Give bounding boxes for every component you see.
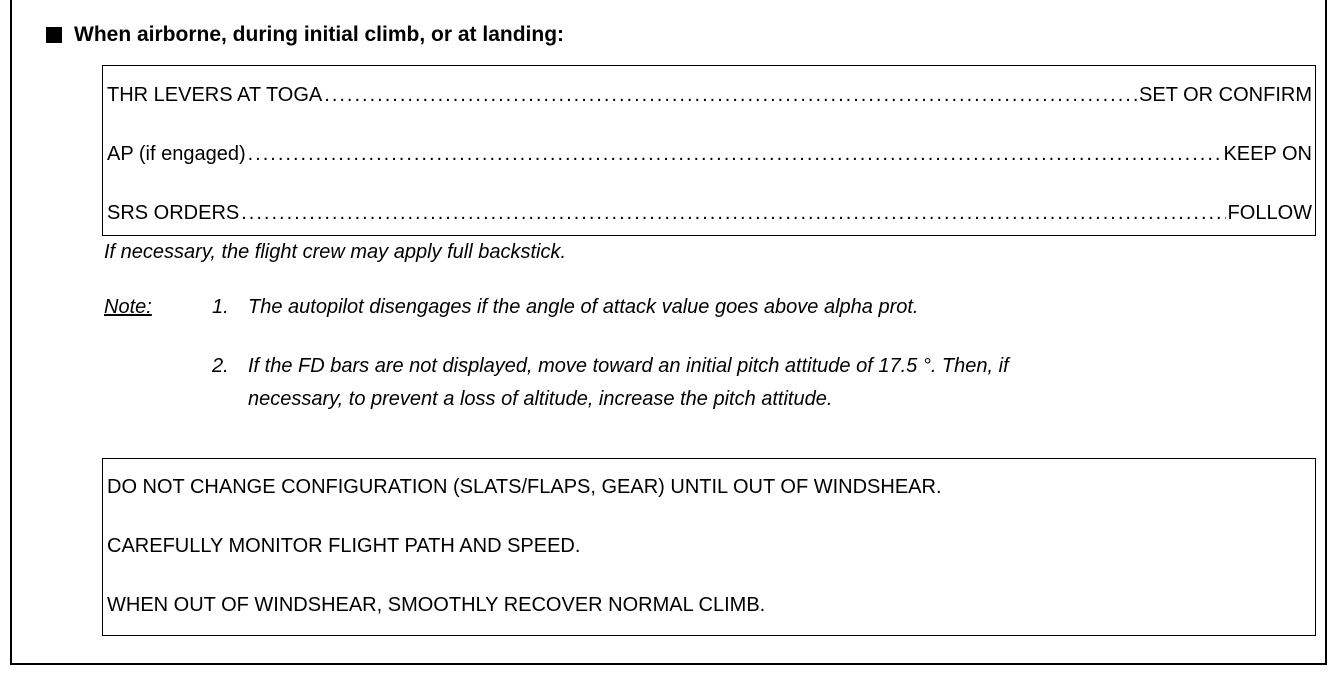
section-heading-text: When airborne, during initial climb, or at landing: — [74, 23, 565, 46]
action-item-action: FOLLOW — [1227, 202, 1312, 224]
caution-box — [102, 458, 1316, 636]
action-item-action: KEEP ON — [1223, 143, 1312, 165]
action-item-label: SRS ORDERS — [107, 202, 240, 224]
note-item-number: 2. — [212, 355, 229, 377]
leader-dots — [241, 202, 1225, 225]
section-heading — [46, 20, 564, 50]
note-item-text: The autopilot disengages if the angle of attack value goes above alpha prot. — [248, 296, 919, 318]
action-item — [107, 143, 1312, 173]
leader-dots — [248, 143, 1222, 166]
note-item-text-continued: necessary, to prevent a loss of altitude, increase the pitch attitude. — [248, 388, 833, 410]
action-item-label: THR LEVERS AT TOGA — [107, 84, 323, 106]
action-item — [107, 84, 1312, 114]
square-bullet-icon — [46, 27, 62, 43]
caution-line: WHEN OUT OF WINDSHEAR, SMOOTHLY RECOVER NORMAL CLIMB. — [107, 594, 766, 616]
caution-line: DO NOT CHANGE CONFIGURATION (SLATS/FLAPS, GEAR) UNTIL OUT OF WINDSHEAR. — [107, 476, 942, 498]
action-items-box — [102, 65, 1316, 236]
action-item-action: SET OR CONFIRM — [1139, 84, 1312, 106]
caution-line: CAREFULLY MONITOR FLIGHT PATH AND SPEED. — [107, 535, 581, 557]
leader-dots — [324, 84, 1137, 107]
action-item — [107, 202, 1312, 232]
backstick-note: If necessary, the flight crew may apply full backstick. — [104, 241, 567, 263]
note-item-number: 1. — [212, 296, 229, 318]
note-item-text: If the FD bars are not displayed, move toward an initial pitch attitude of 17.5 °. Then, if — [248, 355, 1009, 377]
note-label: Note: — [104, 296, 152, 318]
action-item-label: AP (if engaged) — [107, 143, 246, 165]
